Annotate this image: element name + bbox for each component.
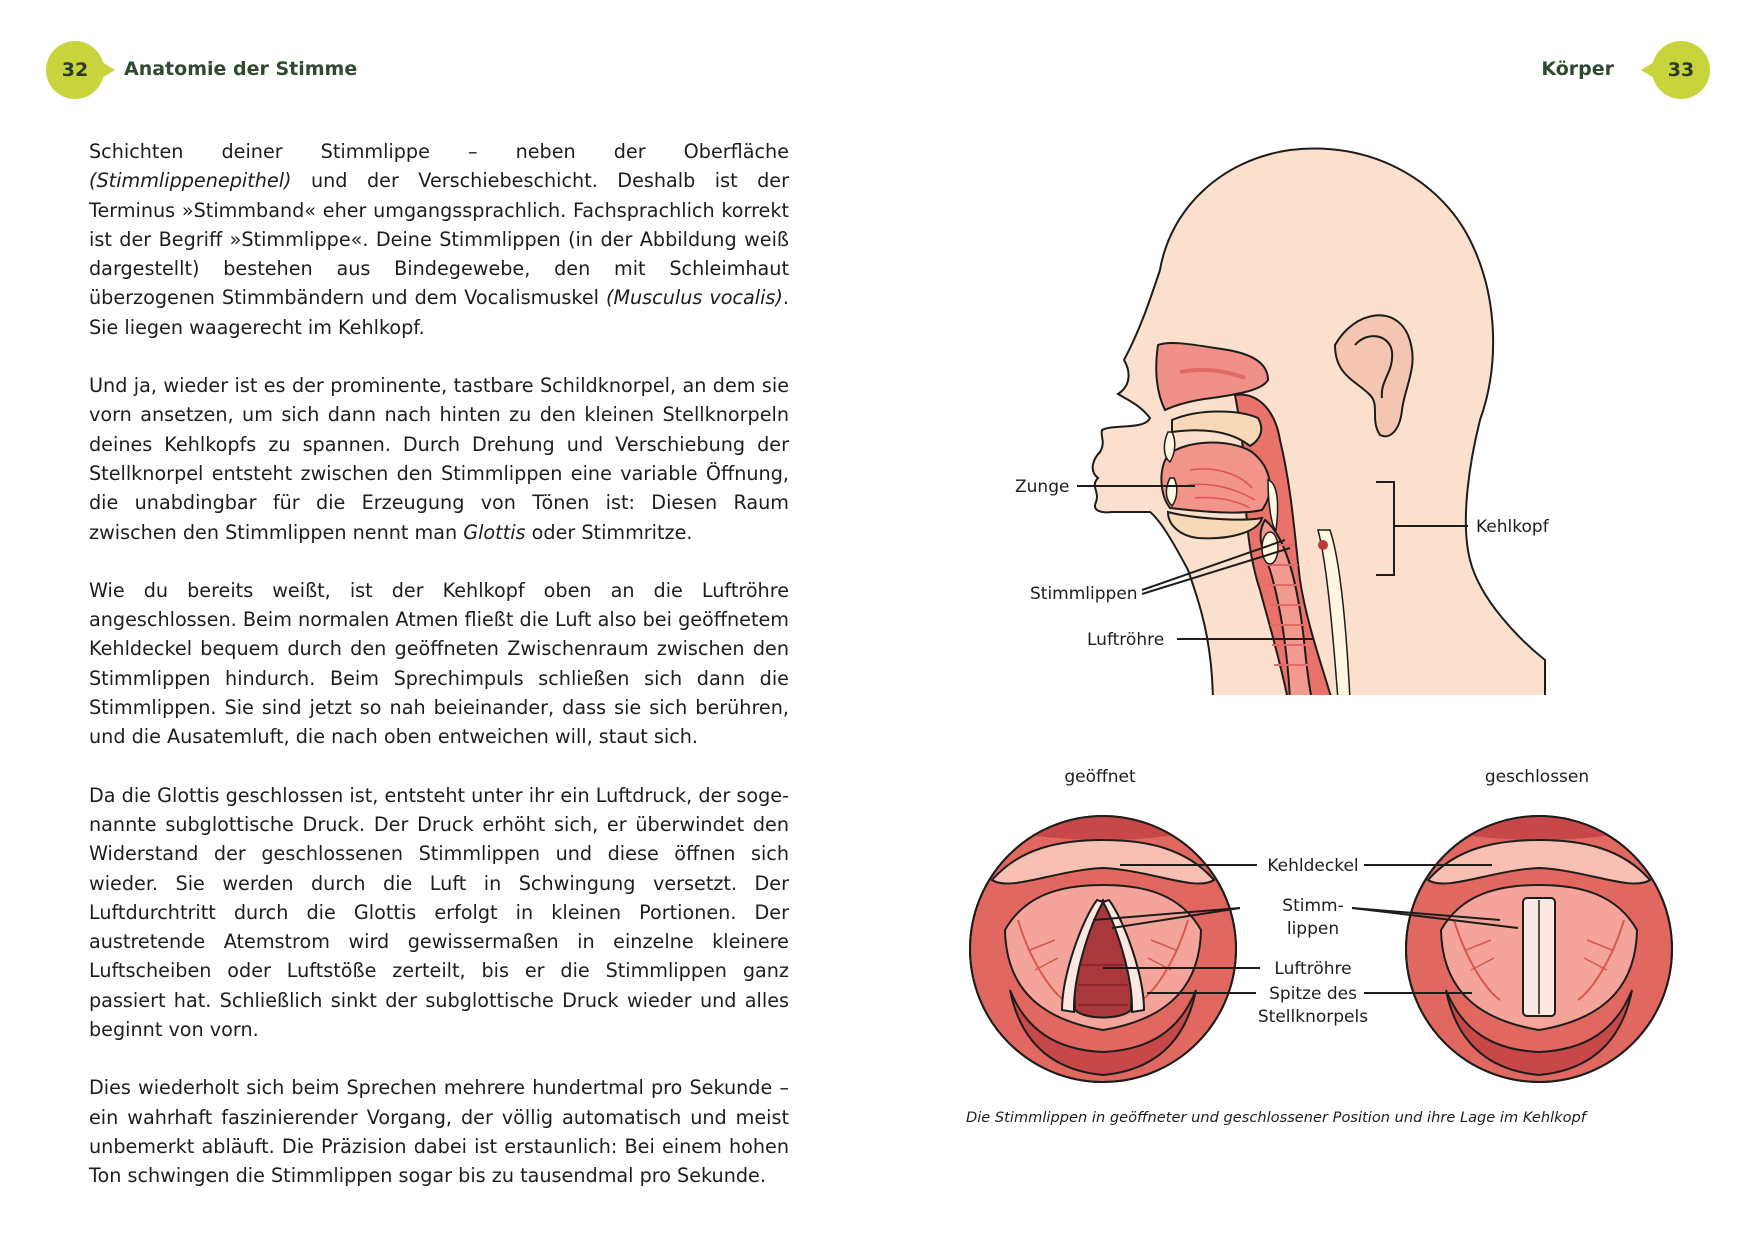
section-title: Körper	[1541, 58, 1614, 80]
head-silhouette	[1093, 148, 1545, 700]
page-number-right: 33	[1667, 59, 1695, 81]
body-paragraph: Wie du bereits weißt, ist der Kehlkopf oben an die Luftröhre angeschlossen. Beim normalen Atmen fließt die Luft also bei geöffnetem Kehldeckel bequem durch den geöffneten Zwischenraum zwischen den Stimmlippen hindurch. Beim Sprechimpuls schließen sich dann die Stimmlippen. Sie sind jetzt so nah beieinander, dass sie sich berühren, und die Ausatemluft, die nach oben entweichen will, staut sich.	[89, 578, 789, 749]
body-paragraph: Schichten deiner Stimmlippe – neben der Oberfläche (Stimmlippenepithel) und der Verschiebeschicht. Deshalb ist der Terminus »Stimmband« eher umgangssprachlich. Fachsprachlich korrekt ist der Begriff »Stimmlippe«. Deine Stimmlippen (in der Abbildung weiß dargestellt) bestehen aus Bindegewebe, den mit Schleimhaut überzogenen Stimmbändern und dem Vocalismuskel (Musculus vocalis). Sie liegen waagerecht im Kehlkopf.	[89, 140, 789, 339]
body-paragraph: Und ja, wieder ist es der prominente, tastbare Schildknorpel, an dem sie vorn ansetzen, um sich dann nach hinten zu den kleinen Stellknorpeln deines Kehlkopfs zu spannen. Durch Drehung und Verschiebung der Stellknorpel entsteht zwischen den Stimmlippen eine variable Öffnung, die unabdingbar für die Erzeugung von Tönen ist: Diesen Raum zwischen den Stimmlippen nennt man Glottis oder Stimmritze.	[89, 374, 789, 544]
tongue	[1161, 443, 1269, 513]
label-vocal-folds-line1: Stimm-	[1282, 896, 1344, 916]
figure-caption: Die Stimmlippen in geöffneter und geschlossener Position und ihre Lage im Kehlkopf	[966, 1109, 1586, 1126]
label-larynx: Kehlkopf	[1476, 517, 1549, 537]
label-trachea-center: Luftröhre	[1274, 959, 1352, 979]
label-trachea: Luftröhre	[1087, 630, 1165, 650]
open-diagram-title: geöffnet	[1064, 767, 1136, 787]
body-paragraph: Dies wiederholt sich beim Sprechen mehrere hundertmal pro Sekunde – ein wahrhaft faszinierender Vorgang, der völlig automatisch und meist unbemerkt abläuft. Die Präzision dabei ist erstaunlich: Bei einem hohen Ton schwingen die Stimmlippen sogar bis zu tausendmal pro Sekunde.	[89, 1076, 789, 1188]
label-arytenoid-line2: Stellknorpels	[1257, 1007, 1369, 1027]
chapter-title: Anatomie der Stimme	[124, 58, 358, 80]
label-arytenoid-line1: Spitze des	[1269, 984, 1357, 1004]
closed-diagram-title: geschlossen	[1484, 767, 1590, 787]
glottis-closed-illustration	[1406, 810, 1672, 1082]
italic-term: (Musculus vocalis)	[605, 286, 783, 310]
head-cross-section-illustration	[1093, 148, 1545, 700]
label-vocal-folds: Stimmlippen	[1030, 584, 1138, 604]
label-vocal-folds-line2: lippen	[1286, 919, 1340, 939]
body-paragraph: Da die Glottis geschlossen ist, entsteht unter ihr ein Luftdruck, der sogenannte subglottische Druck. Der Druck erhöht sich, er überwindet den Widerstand der geschlossenen Stimmlippen und diese öffnen sich wieder. Sie werden durch die Luft in Schwingung versetzt. Der Luftdurchtritt durch die Glottis erfolgt in kleinen Portionen. Der austretende Atemstrom wird gewissermaßen in einzelne kleinere Luftscheiben oder Luftstöße zerteilt, bis er die Stimmlippen ganz passiert hat. Schließlich sinkt der subglottische Druck wieder und alles beginnt von vorn.	[89, 783, 789, 1042]
page-number-left: 32	[61, 59, 89, 81]
italic-term: (Stimmlippenepithel)	[89, 169, 292, 193]
italic-term: Glottis	[463, 520, 526, 544]
label-tongue: Zunge	[1015, 477, 1070, 497]
label-epiglottis: Kehldeckel	[1267, 856, 1359, 876]
glottis-open-illustration	[970, 810, 1236, 1082]
